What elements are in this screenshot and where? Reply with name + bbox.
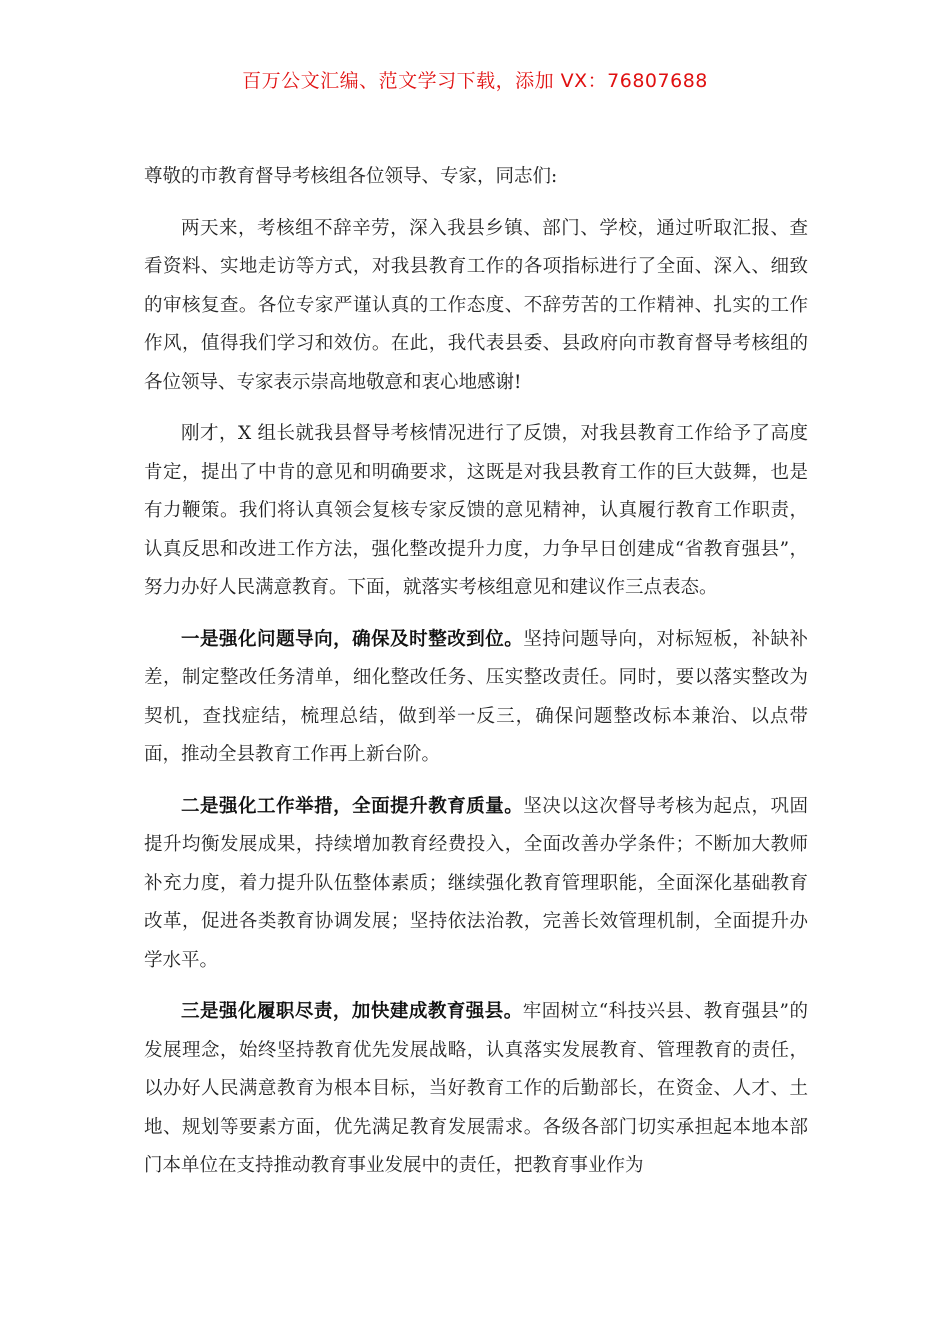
paragraph-text: 两天来，考核组不辞辛劳，深入我县乡镇、部门、学校，通过听取汇报、查看资料、实地走访等方式，对我县教育工作的各项指标进行了全面、深入、细致的审核复查。各位专家严谨认真的工作态度、不辞劳苦的工作精神、扎实的工作作风，值得我们学习和效仿。在此，我代表县委、县政府向市教育督导考核组的各位领导、专家表示崇高地敬意和衷心地感谢! [144,217,808,393]
paragraph-point-three [144,993,808,1186]
header-banner: 百万公文汇编、范文学习下载，添加 VX：76807688 [242,70,708,92]
paragraph-text: 坚持问题导向，对标短板，补缺补差，制定整改任务清单，细化整改任务、压实整改责任。同时，要以落实整改为契机，查找症结，梳理总结，做到举一反三，确保问题整改标本兼治、以点带面，推动全县教育工作再上新台阶。 [144,628,808,765]
paragraph-lead: 三是强化履职尽责，加快建成教育强县。 [181,1001,523,1022]
paragraph-text: 牢固树立“科技兴县、教育强县”的发展理念，始终坚持教育优先发展战略，认真落实发展教育、管理教育的责任，以办好人民满意教育为根本目标，当好教育工作的后勤部长，在资金、人才、土地、规划等要素方面，优先满足教育发展需求。各级各部门切实承担起本地本部门本单位在支持推动教育事业发展中的责任，把教育事业作为 [144,1001,808,1176]
paragraph-feedback [144,415,808,608]
paragraph-opening [144,210,808,403]
salutation: 尊敬的市教育督导考核组各位领导、专家，同志们: [144,166,558,187]
paragraph-lead: 一是强化问题导向，确保及时整改到位。 [181,628,524,650]
paragraph-text: 刚才，X 组长就我县督导考核情况进行了反馈，对我县教育工作给予了高度肯定，提出了中肯的意见和明确要求，这既是对我县教育工作的巨大鼓舞，也是有力鞭策。我们将认真领会复核专家反馈的意见精神，认真履行教育工作职责，认真反思和改进工作方法，强化整改提升力度，力争早日创建成“省教育强县”，努力办好人民满意教育。下面，就落实考核组意见和建议作三点表态。 [144,423,808,598]
paragraph-point-one [144,621,808,775]
paragraph-lead: 二是强化工作举措，全面提升教育质量。 [181,795,524,817]
paragraph-text: 坚决以这次督导考核为起点，巩固提升均衡发展成果，持续增加教育经费投入，全面改善办学条件；不断加大教师补充力度，着力提升队伍整体素质；继续强化教育管理职能，全面深化基础教育改革，促进各类教育协调发展；坚持依法治教，完善长效管理机制，全面提升办学水平。 [144,795,808,971]
document-body [144,158,808,1199]
paragraph-point-two [144,788,808,981]
